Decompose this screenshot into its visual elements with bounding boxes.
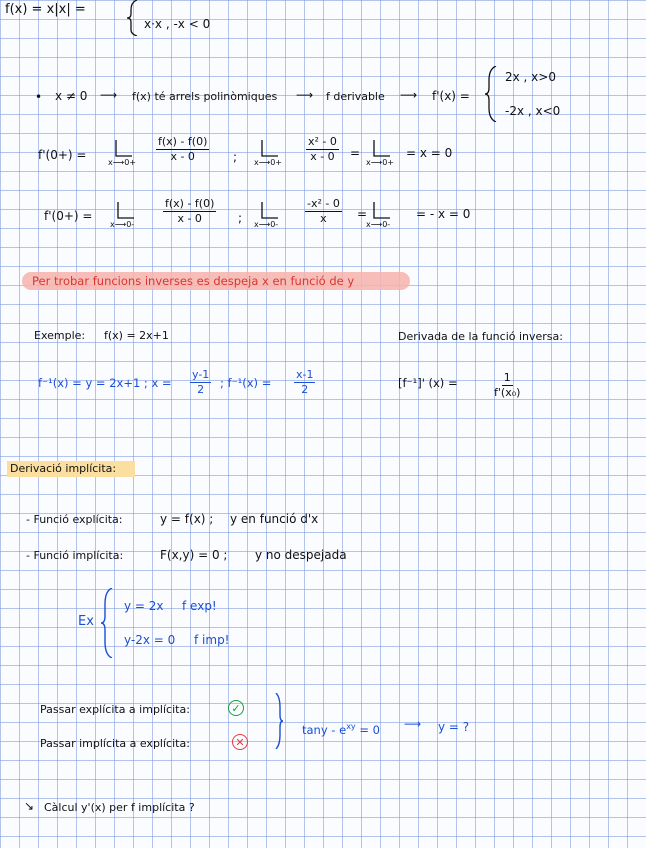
arrow: ⟶ xyxy=(400,88,418,102)
arrow: ⟶ xyxy=(100,88,118,102)
equation-rest: = 0 xyxy=(359,722,380,737)
limit-symbol xyxy=(108,140,158,166)
implicit-example: y-2x = 0 xyxy=(124,633,176,647)
limit-subscript: x⟶0+ xyxy=(254,158,282,167)
polynomial-roots-text: f(x) té arrels polinòmiques xyxy=(132,90,278,103)
case-negative: -2x , x<0 xyxy=(505,104,561,118)
implicit-to-explicit: Passar implícita a explícita: xyxy=(40,737,190,750)
fraction xyxy=(294,369,315,396)
numerator: f(x) - f(0) xyxy=(165,197,215,210)
inverse-derivative-title: Derivada de la funció inversa: xyxy=(398,330,563,343)
implicit-derivation-title: Derivació implícita: xyxy=(10,462,117,475)
difference-quotient xyxy=(163,198,216,225)
implicit-label: - Funció implícita: xyxy=(26,549,124,562)
brace-l1 xyxy=(126,0,140,36)
inverse-computation: f⁻¹(x) = y = 2x+1 ; x = xyxy=(38,376,172,390)
case-positive: 2x , x>0 xyxy=(505,70,556,84)
limit-symbol xyxy=(366,202,416,228)
numerator: 1 xyxy=(503,371,511,384)
numerator: x-1 xyxy=(296,368,314,381)
inverse-result-lhs: ; f⁻¹(x) = xyxy=(220,376,272,390)
left-derivative-lhs: f'(0+) = xyxy=(44,209,93,223)
check-icon: ✓ xyxy=(228,700,244,716)
brace-ex xyxy=(100,588,114,658)
cross-icon: ✕ xyxy=(232,734,248,750)
exponent: xy xyxy=(346,722,356,731)
explicit-tag: f exp! xyxy=(182,599,217,613)
right-derivative-lhs: f'(0+) = xyxy=(38,148,87,162)
arrow: ⟶ xyxy=(296,88,314,102)
explicit-example: y = 2x xyxy=(124,599,164,613)
numerator: x² - 0 xyxy=(308,135,337,148)
equals: = xyxy=(350,146,361,160)
explicit-description: y en funció d'x xyxy=(230,512,319,526)
implicit-derivative-question: Càlcul y'(x) per f implícita ? xyxy=(44,801,195,814)
explicit-to-implicit: Passar explícita a implícita: xyxy=(40,703,190,716)
arrow-mark: ↘ xyxy=(24,799,35,813)
tany-equation xyxy=(302,720,380,737)
case-negative: x·x , -x < 0 xyxy=(144,17,211,31)
limit-subscript: x⟶0- xyxy=(254,220,279,229)
limit-symbol xyxy=(110,202,160,228)
bullet: • xyxy=(35,90,43,104)
brace-pass xyxy=(274,693,284,749)
example-function: f(x) = 2x+1 xyxy=(104,329,169,342)
limit-subscript: x⟶0- xyxy=(110,220,135,229)
result: = - x = 0 xyxy=(416,207,471,221)
example-label: Exemple: xyxy=(34,329,86,342)
limit-symbol xyxy=(254,140,304,166)
condition: x ≠ 0 xyxy=(55,89,88,103)
limit-symbol xyxy=(254,202,304,228)
fraction xyxy=(305,198,342,225)
denominator: x - 0 xyxy=(310,150,335,163)
separator: ; xyxy=(233,150,238,164)
implicit-formula: F(x,y) = 0 ; xyxy=(160,548,228,562)
explicit-label: - Funció explícita: xyxy=(26,513,123,526)
denominator: x xyxy=(320,212,327,225)
numerator: y-1 xyxy=(192,368,210,381)
equals: = xyxy=(357,207,368,221)
abs-function-definition: f(x) = x|x| = xyxy=(5,2,86,17)
implicit-tag: f imp! xyxy=(194,633,230,647)
derivative-lhs: f'(x) = xyxy=(432,89,470,103)
fraction xyxy=(494,372,520,399)
example-abbrev: Ex xyxy=(78,614,94,629)
limit-subscript: x⟶0+ xyxy=(366,158,394,167)
denominator: 2 xyxy=(197,383,205,396)
numerator: -x² - 0 xyxy=(307,197,340,210)
numerator: f(x) - f(0) xyxy=(158,135,208,148)
denominator: 2 xyxy=(301,383,309,396)
implicit-description: y no despejada xyxy=(255,548,347,562)
separator: ; xyxy=(238,211,243,225)
derivable-text: f derivable xyxy=(326,90,385,103)
limit-subscript: x⟶0- xyxy=(366,220,391,229)
question: y = ? xyxy=(438,720,470,734)
fraction xyxy=(190,369,211,396)
equation-base: tany - e xyxy=(302,722,347,737)
limit-subscript: x⟶0+ xyxy=(108,158,136,167)
denominator: x - 0 xyxy=(177,212,202,225)
fraction xyxy=(306,136,339,163)
difference-quotient xyxy=(156,136,209,163)
inverse-derivative-lhs: [f⁻¹]' (x) = xyxy=(398,376,458,390)
denominator: x - 0 xyxy=(170,150,195,163)
result: = x = 0 xyxy=(406,146,453,160)
brace-l2 xyxy=(484,66,498,122)
denominator: f'(x₀) xyxy=(494,386,521,399)
explicit-formula: y = f(x) ; xyxy=(160,512,214,526)
arrow: ⟶ xyxy=(404,717,422,731)
inverse-function-rule: Per trobar funcions inverses es despeja x en funció de y xyxy=(32,274,355,288)
